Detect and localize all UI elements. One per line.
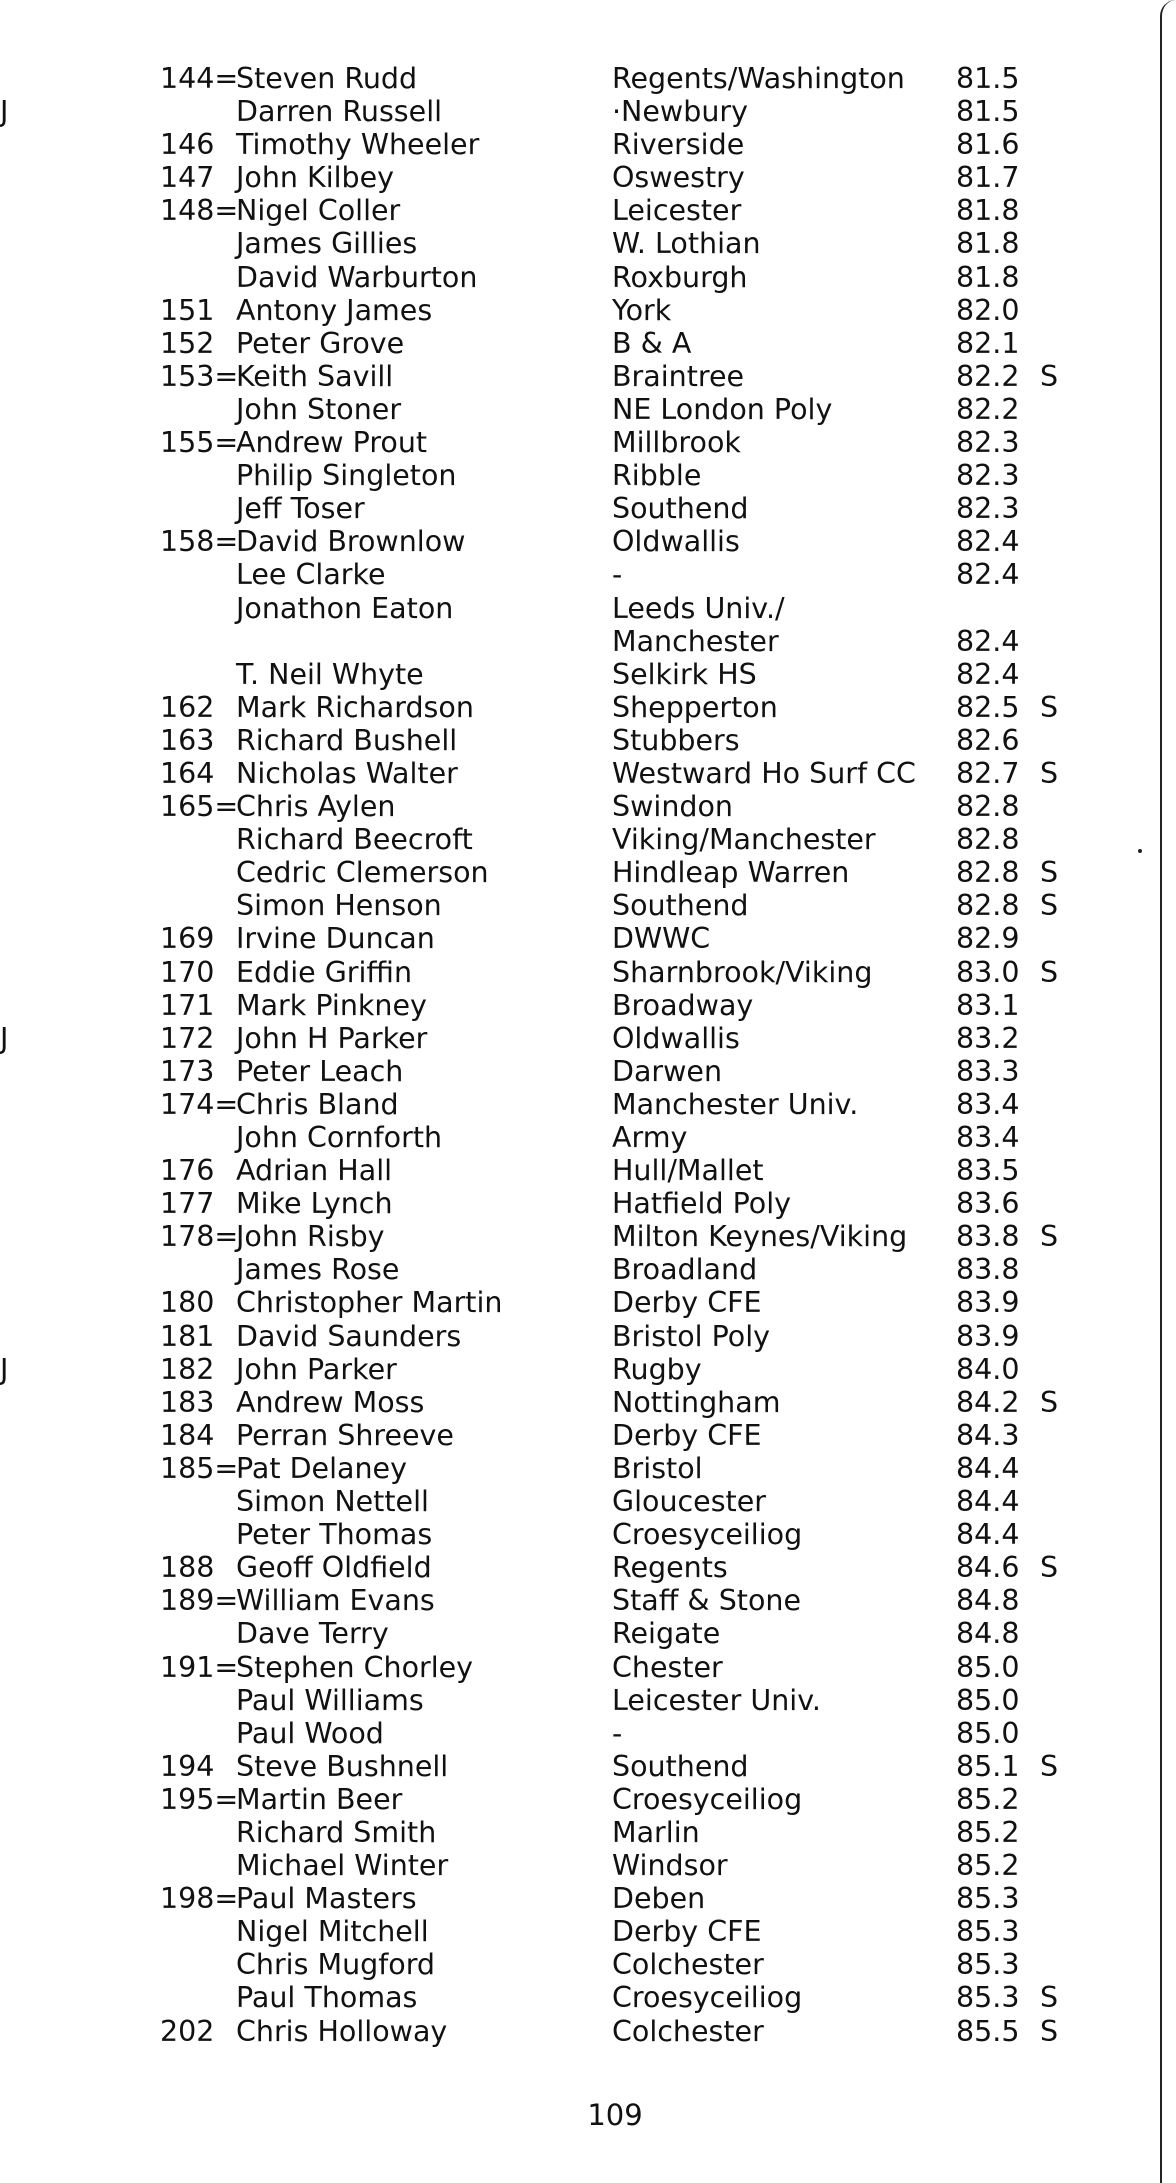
name-cell: Timothy Wheeler xyxy=(236,128,480,162)
time-cell: 81.5 xyxy=(956,95,1020,129)
time-cell: 84.8 xyxy=(956,1584,1020,1618)
time-cell: 83.5 xyxy=(956,1154,1020,1188)
category-marker: S xyxy=(1040,1981,1059,2015)
result-row xyxy=(0,95,1176,128)
time-cell: 82.8 xyxy=(956,823,1020,857)
result-row xyxy=(0,1651,1176,1684)
time-cell: 84.2 xyxy=(956,1385,1020,1419)
club-cell: Leeds Univ./ xyxy=(612,591,785,625)
club-cell: Nottingham xyxy=(612,1385,781,1419)
position-cell: 158= xyxy=(160,525,239,559)
time-cell: 82.4 xyxy=(956,558,1020,592)
result-row xyxy=(0,1485,1176,1518)
position-cell: 194 xyxy=(160,1749,215,1783)
time-cell: 85.1 xyxy=(956,1749,1020,1783)
position-cell: 171 xyxy=(160,988,215,1022)
result-row xyxy=(0,1220,1176,1253)
position-cell: 182 xyxy=(160,1352,215,1386)
result-row xyxy=(0,823,1176,856)
name-cell: Mark Pinkney xyxy=(236,988,427,1022)
club-cell: Windsor xyxy=(612,1849,728,1883)
name-cell: Simon Nettell xyxy=(236,1485,429,1519)
category-marker: S xyxy=(1040,856,1059,890)
result-row xyxy=(0,989,1176,1022)
result-row xyxy=(0,1882,1176,1915)
result-row xyxy=(0,1584,1176,1617)
result-row xyxy=(0,724,1176,757)
name-cell: Simon Henson xyxy=(236,889,442,923)
time-cell: 81.7 xyxy=(956,161,1020,195)
category-marker: S xyxy=(1040,359,1059,393)
name-cell: Steve Bushnell xyxy=(236,1749,449,1783)
result-row xyxy=(0,558,1176,591)
name-cell: Richard Beecroft xyxy=(236,823,473,857)
name-cell: Lee Clarke xyxy=(236,558,386,592)
time-cell: 83.4 xyxy=(956,1087,1020,1121)
time-cell: 82.2 xyxy=(956,359,1020,393)
result-row xyxy=(0,393,1176,426)
name-cell: James Gillies xyxy=(236,227,418,261)
time-cell: 82.8 xyxy=(956,856,1020,890)
club-cell: Hindleap Warren xyxy=(612,856,850,890)
result-row xyxy=(0,1320,1176,1353)
result-row xyxy=(0,161,1176,194)
time-cell: 82.8 xyxy=(956,790,1020,824)
position-cell: 152 xyxy=(160,326,215,360)
name-cell: Stephen Chorley xyxy=(236,1650,474,1684)
time-cell: 83.9 xyxy=(956,1286,1020,1320)
name-cell: Paul Wood xyxy=(236,1716,384,1750)
time-cell: 85.3 xyxy=(956,1981,1020,2015)
result-row xyxy=(0,1750,1176,1783)
position-cell: 184 xyxy=(160,1418,215,1452)
position-cell: 146 xyxy=(160,128,215,162)
club-cell: Shepperton xyxy=(612,690,778,724)
club-cell: Oldwallis xyxy=(612,1021,740,1055)
club-cell: ·Newbury xyxy=(612,95,748,129)
name-cell: John Risby xyxy=(236,1220,385,1254)
time-cell: 82.6 xyxy=(956,723,1020,757)
name-cell: Nigel Coller xyxy=(236,194,401,228)
time-cell: 83.4 xyxy=(956,1121,1020,1154)
time-cell: 84.6 xyxy=(956,1551,1020,1585)
club-cell: Southend xyxy=(612,1749,749,1783)
name-cell: Philip Singleton xyxy=(236,459,457,493)
page-number: 109 xyxy=(587,2098,643,2132)
club-cell: Colchester xyxy=(612,1948,764,1982)
result-row xyxy=(0,360,1176,393)
name-cell: T. Neil Whyte xyxy=(236,657,424,691)
result-row xyxy=(0,459,1176,492)
name-cell: John Cornforth xyxy=(236,1121,443,1154)
position-cell: 163 xyxy=(160,723,215,757)
category-marker: S xyxy=(1040,1749,1059,1783)
club-cell: Bristol xyxy=(612,1451,703,1485)
time-cell: 85.2 xyxy=(956,1782,1020,1816)
time-cell: 84.4 xyxy=(956,1518,1020,1552)
result-row xyxy=(0,261,1176,294)
result-row xyxy=(0,1849,1176,1882)
club-cell: Derby CFE xyxy=(612,1286,762,1320)
category-marker: S xyxy=(1040,1220,1059,1254)
result-row xyxy=(0,1055,1176,1088)
result-row xyxy=(0,2015,1176,2048)
name-cell: Richard Bushell xyxy=(236,723,458,757)
position-cell: 153= xyxy=(160,359,239,393)
category-marker: S xyxy=(1040,690,1059,724)
result-row xyxy=(0,128,1176,161)
result-row xyxy=(0,525,1176,558)
result-row xyxy=(0,1717,1176,1750)
result-row xyxy=(0,1286,1176,1319)
category-marker: S xyxy=(1040,889,1059,923)
category-marker: S xyxy=(1040,1551,1059,1585)
time-cell: 85.5 xyxy=(956,2014,1020,2048)
result-row xyxy=(0,227,1176,260)
club-cell: Gloucester xyxy=(612,1485,766,1519)
position-cell: 170 xyxy=(160,955,215,989)
name-cell: Nigel Mitchell xyxy=(236,1915,429,1949)
time-cell: 84.4 xyxy=(956,1451,1020,1485)
time-cell: 82.0 xyxy=(956,293,1020,327)
club-cell: Westward Ho Surf CC xyxy=(612,756,916,790)
name-cell: Christopher Martin xyxy=(236,1286,503,1320)
name-cell: Eddie Griffin xyxy=(236,955,413,989)
time-cell: 83.8 xyxy=(956,1220,1020,1254)
result-row xyxy=(0,956,1176,989)
position-cell: 178= xyxy=(160,1220,239,1254)
position-cell: 185= xyxy=(160,1451,239,1485)
club-cell: Rugby xyxy=(612,1352,702,1386)
name-cell: Steven Rudd xyxy=(236,62,418,95)
position-cell: 195= xyxy=(160,1782,239,1816)
time-cell: 82.1 xyxy=(956,326,1020,360)
club-cell: Sharnbrook/Viking xyxy=(612,955,873,989)
name-cell: Irvine Duncan xyxy=(236,922,435,956)
time-cell: 82.7 xyxy=(956,756,1020,790)
club-cell: NE London Poly xyxy=(612,392,833,426)
time-cell: 82.3 xyxy=(956,492,1020,526)
time-cell: 85.0 xyxy=(956,1683,1020,1717)
name-cell: John H Parker xyxy=(236,1021,428,1055)
name-cell: Jeff Toser xyxy=(236,492,365,526)
result-row xyxy=(0,1353,1176,1386)
name-cell: Chris Mugford xyxy=(236,1948,436,1982)
club-cell: Broadland xyxy=(612,1253,758,1287)
position-cell: 176 xyxy=(160,1154,215,1188)
club-cell: Regents/Washington xyxy=(612,62,905,95)
position-cell: 172 xyxy=(160,1021,215,1055)
result-row xyxy=(0,1915,1176,1948)
result-row xyxy=(0,658,1176,691)
club-cell: Milton Keynes/Viking xyxy=(612,1220,908,1254)
club-cell: Staff & Stone xyxy=(612,1584,802,1618)
name-cell: Peter Thomas xyxy=(236,1518,433,1552)
name-cell: David Brownlow xyxy=(236,525,466,559)
position-cell: 202 xyxy=(160,2014,215,2048)
time-cell: 84.8 xyxy=(956,1617,1020,1651)
club-cell: Reigate xyxy=(612,1617,721,1651)
position-cell: 144= xyxy=(160,62,239,95)
result-row xyxy=(0,1551,1176,1584)
position-cell: 174= xyxy=(160,1087,239,1121)
name-cell: Jonathon Eaton xyxy=(236,591,454,625)
name-cell: David Warburton xyxy=(236,260,478,294)
time-cell: 85.3 xyxy=(956,1915,1020,1949)
position-cell: 183 xyxy=(160,1385,215,1419)
time-cell: 84.3 xyxy=(956,1418,1020,1452)
time-cell: 82.8 xyxy=(956,889,1020,923)
position-cell: 155= xyxy=(160,426,239,460)
club-cell: Hull/Mallet xyxy=(612,1154,764,1188)
result-row xyxy=(0,1518,1176,1551)
name-cell: Paul Williams xyxy=(236,1683,424,1717)
result-row xyxy=(0,856,1176,889)
result-row xyxy=(0,1022,1176,1055)
result-row xyxy=(0,790,1176,823)
club-cell: Derby CFE xyxy=(612,1418,762,1452)
result-row xyxy=(0,1253,1176,1286)
result-row xyxy=(0,1981,1176,2014)
club-cell: DWWC xyxy=(612,922,711,956)
result-row xyxy=(0,426,1176,459)
time-cell: 82.4 xyxy=(956,624,1020,658)
name-cell: Darren Russell xyxy=(236,95,443,129)
result-row xyxy=(0,327,1176,360)
club-cell: Leicester Univ. xyxy=(612,1683,821,1717)
club-cell: Ribble xyxy=(612,459,702,493)
position-cell: 164 xyxy=(160,756,215,790)
name-cell: Adrian Hall xyxy=(236,1154,393,1188)
club-cell: Marlin xyxy=(612,1815,700,1849)
results-list xyxy=(0,62,1176,2048)
position-cell: 165= xyxy=(160,790,239,824)
club-cell: Croesyceiliog xyxy=(612,1518,803,1552)
name-cell: Nicholas Walter xyxy=(236,756,458,790)
time-cell: 82.9 xyxy=(956,922,1020,956)
time-cell: 83.0 xyxy=(956,955,1020,989)
category-marker: S xyxy=(1040,955,1059,989)
time-cell: 85.2 xyxy=(956,1815,1020,1849)
result-row xyxy=(0,1386,1176,1419)
result-row xyxy=(0,1419,1176,1452)
time-cell: 81.5 xyxy=(956,62,1020,95)
club-cell: Croesyceiliog xyxy=(612,1782,803,1816)
result-row xyxy=(0,1154,1176,1187)
category-marker: S xyxy=(1040,2014,1059,2048)
time-cell: 83.9 xyxy=(956,1319,1020,1353)
club-cell: Oldwallis xyxy=(612,525,740,559)
time-cell: 82.3 xyxy=(956,426,1020,460)
name-cell: Cedric Clemerson xyxy=(236,856,489,890)
club-cell: York xyxy=(612,293,672,327)
club-cell: Broadway xyxy=(612,988,754,1022)
result-row xyxy=(0,625,1176,658)
time-cell: 81.8 xyxy=(956,227,1020,261)
time-cell: 83.3 xyxy=(956,1054,1020,1088)
name-cell: John Kilbey xyxy=(236,161,395,195)
name-cell: Chris Holloway xyxy=(236,2014,448,2048)
result-row xyxy=(0,1684,1176,1717)
name-cell: Perran Shreeve xyxy=(236,1418,454,1452)
name-cell: James Rose xyxy=(236,1253,400,1287)
position-cell: 198= xyxy=(160,1882,239,1916)
name-cell: Chris Bland xyxy=(236,1087,399,1121)
position-cell: 148= xyxy=(160,194,239,228)
name-cell: David Saunders xyxy=(236,1319,462,1353)
result-row xyxy=(0,1088,1176,1121)
time-cell: 82.4 xyxy=(956,525,1020,559)
name-cell: Peter Leach xyxy=(236,1054,404,1088)
club-cell: Regents xyxy=(612,1551,728,1585)
club-cell: Southend xyxy=(612,889,749,923)
position-cell: 147 xyxy=(160,161,215,195)
result-row xyxy=(0,1783,1176,1816)
junior-marker: J xyxy=(0,1021,9,1055)
club-cell: - xyxy=(612,558,623,592)
club-cell: Bristol Poly xyxy=(612,1319,771,1353)
position-cell: 173 xyxy=(160,1054,215,1088)
position-cell: 169 xyxy=(160,922,215,956)
club-cell: - xyxy=(612,1716,623,1750)
name-cell: Antony James xyxy=(236,293,433,327)
time-cell: 81.6 xyxy=(956,128,1020,162)
name-cell: Pat Delaney xyxy=(236,1451,407,1485)
club-cell: W. Lothian xyxy=(612,227,761,261)
junior-marker: J xyxy=(0,95,9,129)
name-cell: Mike Lynch xyxy=(236,1187,393,1221)
club-cell: Stubbers xyxy=(612,723,740,757)
time-cell: 82.5 xyxy=(956,690,1020,724)
time-cell: 82.3 xyxy=(956,459,1020,493)
club-cell: Swindon xyxy=(612,790,733,824)
time-cell: 83.2 xyxy=(956,1021,1020,1055)
result-row xyxy=(0,294,1176,327)
time-cell: 85.0 xyxy=(956,1716,1020,1750)
club-cell: Roxburgh xyxy=(612,260,748,294)
name-cell: Richard Smith xyxy=(236,1815,437,1849)
name-cell: William Evans xyxy=(236,1584,435,1618)
time-cell: 84.0 xyxy=(956,1352,1020,1386)
time-cell: 83.6 xyxy=(956,1187,1020,1221)
position-cell: 181 xyxy=(160,1319,215,1353)
time-cell: 85.3 xyxy=(956,1948,1020,1982)
position-cell: 177 xyxy=(160,1187,215,1221)
name-cell: Andrew Moss xyxy=(236,1385,425,1419)
result-row xyxy=(0,889,1176,922)
result-row xyxy=(0,1948,1176,1981)
name-cell: Paul Thomas xyxy=(236,1981,418,2015)
club-cell: Leicester xyxy=(612,194,742,228)
name-cell: Andrew Prout xyxy=(236,426,428,460)
club-cell: Army xyxy=(612,1121,688,1154)
club-cell: Derby CFE xyxy=(612,1915,762,1949)
name-cell: Martin Beer xyxy=(236,1782,403,1816)
time-cell: 82.2 xyxy=(956,392,1020,426)
club-cell: Colchester xyxy=(612,2014,764,2048)
time-cell: 83.1 xyxy=(956,988,1020,1022)
time-cell: 81.8 xyxy=(956,194,1020,228)
club-cell: Deben xyxy=(612,1882,706,1916)
time-cell: 84.4 xyxy=(956,1485,1020,1519)
club-cell: Selkirk HS xyxy=(612,657,757,691)
club-cell: Southend xyxy=(612,492,749,526)
name-cell: John Parker xyxy=(236,1352,397,1386)
name-cell: Peter Grove xyxy=(236,326,405,360)
result-row xyxy=(0,1121,1176,1154)
time-cell: 82.4 xyxy=(956,657,1020,691)
result-row xyxy=(0,1816,1176,1849)
time-cell: 83.8 xyxy=(956,1253,1020,1287)
name-cell: John Stoner xyxy=(236,392,402,426)
time-cell: 85.0 xyxy=(956,1650,1020,1684)
result-row xyxy=(0,922,1176,955)
category-marker: S xyxy=(1040,756,1059,790)
time-cell: 85.2 xyxy=(956,1849,1020,1883)
position-cell: 180 xyxy=(160,1286,215,1320)
club-cell: Riverside xyxy=(612,128,745,162)
club-cell: B & A xyxy=(612,326,692,360)
category-marker: S xyxy=(1040,1385,1059,1419)
club-cell: Braintree xyxy=(612,359,745,393)
name-cell: Dave Terry xyxy=(236,1617,389,1651)
club-cell: Manchester xyxy=(612,624,779,658)
club-cell: Darwen xyxy=(612,1054,723,1088)
result-row xyxy=(0,757,1176,790)
result-row xyxy=(0,194,1176,227)
result-row xyxy=(0,1452,1176,1485)
position-cell: 151 xyxy=(160,293,215,327)
result-row xyxy=(0,691,1176,724)
result-row xyxy=(0,1187,1176,1220)
result-row xyxy=(0,1617,1176,1650)
junior-marker: J xyxy=(0,1352,9,1386)
name-cell: Geoff Oldfield xyxy=(236,1551,432,1585)
result-row xyxy=(0,62,1176,95)
name-cell: Mark Richardson xyxy=(236,690,474,724)
time-cell: 81.8 xyxy=(956,260,1020,294)
club-cell: Croesyceiliog xyxy=(612,1981,803,2015)
name-cell: Michael Winter xyxy=(236,1849,449,1883)
name-cell: Keith Savill xyxy=(236,359,394,393)
position-cell: 189= xyxy=(160,1584,239,1618)
result-row xyxy=(0,492,1176,525)
time-cell: 85.3 xyxy=(956,1882,1020,1916)
position-cell: 162 xyxy=(160,690,215,724)
club-cell: Manchester Univ. xyxy=(612,1087,859,1121)
club-cell: Oswestry xyxy=(612,161,745,195)
result-row xyxy=(0,592,1176,625)
club-cell: Millbrook xyxy=(612,426,741,460)
name-cell: Chris Aylen xyxy=(236,790,396,824)
name-cell: Paul Masters xyxy=(236,1882,417,1916)
position-cell: 191= xyxy=(160,1650,239,1684)
position-cell: 188 xyxy=(160,1551,215,1585)
club-cell: Hatfield Poly xyxy=(612,1187,792,1221)
club-cell: Viking/Manchester xyxy=(612,823,876,857)
club-cell: Chester xyxy=(612,1650,723,1684)
